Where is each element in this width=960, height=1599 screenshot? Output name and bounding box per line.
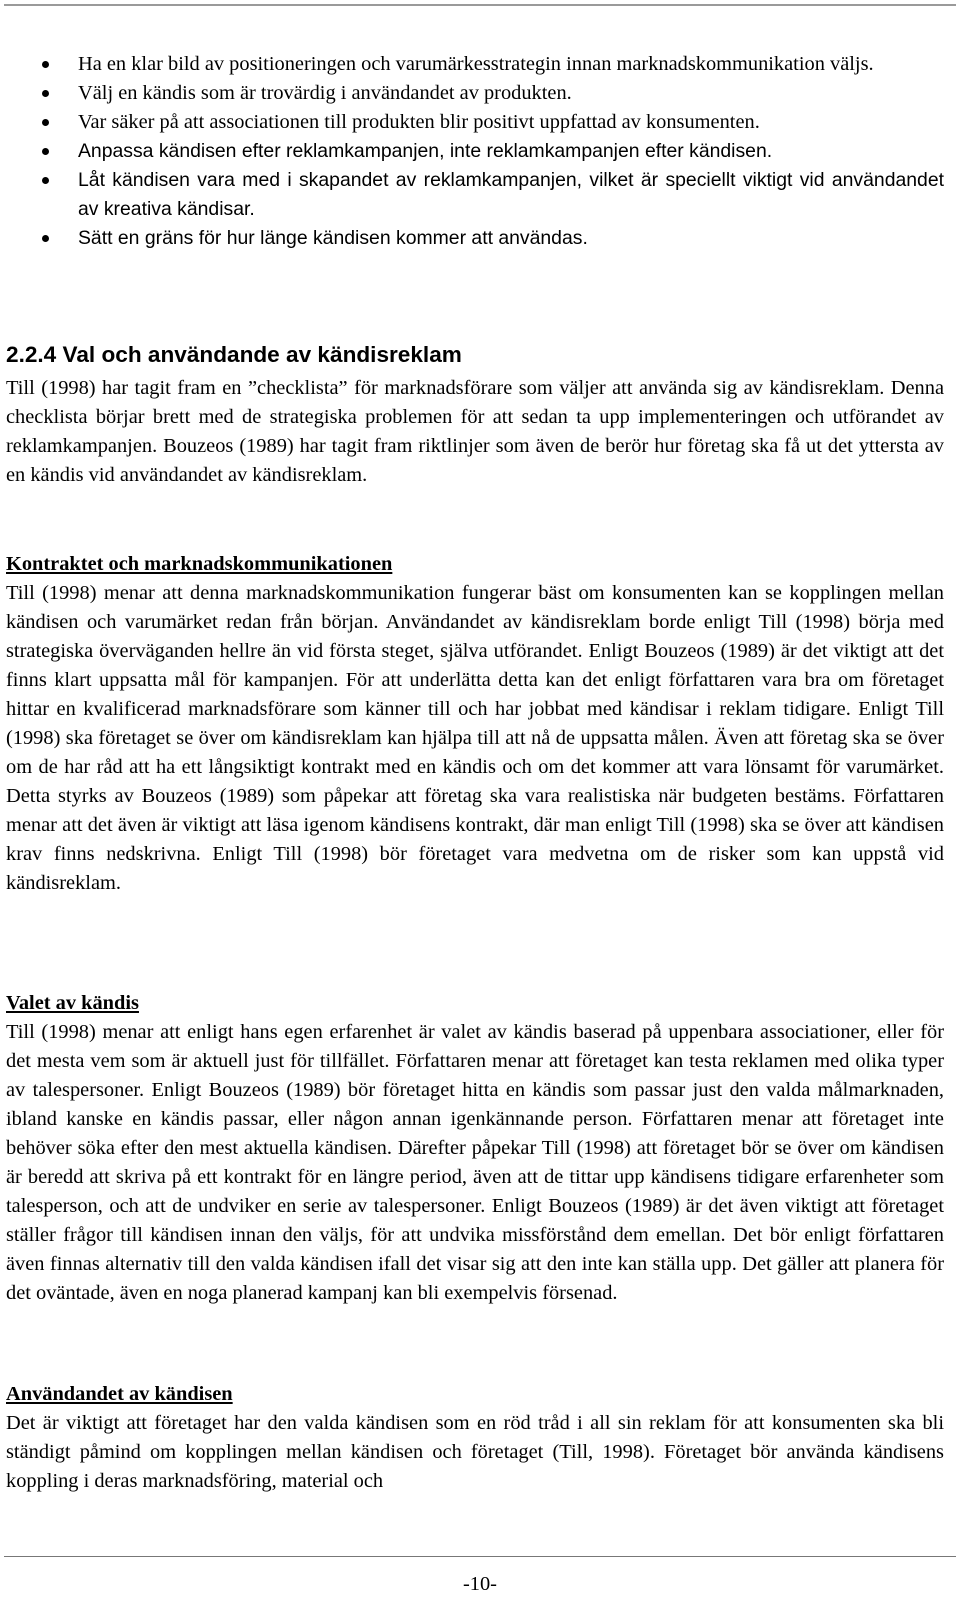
subsection-paragraph: Till (1998) menar att denna marknadskommunikation fungerar bäst om konsumenten kan se kopplingen mellan kändisen och varumärket redan från början. Användandet av kändisreklam borde enligt Till (1998) börja med strategiska överväganden hellre än vid första steget, själva utförandet. Enligt Bouzeos (1989) är det viktigt att det finns klart uppsatta mål för kampanjen. För att underlätta detta kan det enligt författaren vara bra om företaget hittar en kvalificerad marknadsförare som känner till och har jobbat med kändisar i reklam tidigare. Enligt Till (1998) ska företaget se över om kändisreklam kan hjälpa till att nå de uppsatta målen. Även att företag ska se över om de har råd att ha ett långsiktigt kontrakt med en kändis och om det kommer att vara lönsamt för varumärket. Detta styrks av Bouzeos (1989) som påpekar att företag ska vara realistiska när budgeten bestäms. Författaren menar att det även är viktigt att läsa igenom kändisens kontrakt, där man enligt Till (1998) ska se över att kändisen krav finns nedskrivna. Enligt Till (1998) bör företaget vara medvetna om de risker som kan uppstå vid kändisreklam. [6,582,944,894]
bullet-icon [42,119,49,126]
subsection-title: Användandet av kändisen [6,1383,233,1405]
list-item: Anpassa kändisen efter reklamkampanjen, inte reklamkampanjen efter kändisen. [0,137,944,166]
subsection-title: Kontraktet och marknadskommunikationen [6,553,393,575]
bullet-icon [42,61,49,68]
subsection-title: Valet av kändis [6,992,139,1014]
list-item: Sätt en gräns för hur länge kändisen kommer att användas. [0,224,944,253]
list-item: Ha en klar bild av positioneringen och varumärkesstrategin innan marknadskommunikation väljs. [0,50,944,79]
bullet-icon [42,90,49,97]
intro-paragraph: Till (1998) har tagit fram en ”checklista” för marknadsförare som väljer att använda sig av kändisreklam. Denna checklista börjar brett med de strategiska problemen för att sedan ta upp implementeringen och utförandet av reklamkampanjen. Bouzeos (1989) har tagit fram riktlinjer som även de berör hur företag ska få ut det yttersta av en kändis vid användandet av kändisreklam. [6,377,944,486]
section-heading: 2.2.4 Val och användande av kändisreklam [6,342,462,367]
bullet-list [0,50,944,253]
list-item: Var säker på att associationen till produkten blir positivt uppfattad av konsumenten. [0,108,944,137]
page-number: -10- [463,1573,497,1595]
subsection-paragraph: Till (1998) menar att enligt hans egen erfarenhet är valet av kändis baserad på uppenbara associationer, eller för det mesta vem som är aktuell just för tillfället. Författaren menar att företaget kan testa reklamen med olika typer av talespersoner. Enligt Bouzeos (1989) bör företaget hitta en kändis som passar just den valda målmarknaden, ibland kanske en kändis passar, eller någon annan igenkännande person. Författaren menar att företaget inte behöver söka efter den mest aktuella kändisen. Därefter påpekar Till (1998) att företaget bör se över om kändisen är beredd att skriva på ett kontrakt för en längre period, även att de tittar upp kändisens tidigare erfarenheter som talesperson, och att de undviker en serie av talespersoner. Enligt Bouzeos (1989) är det även viktigt att företaget ställer frågor till kändisen innan den väljs, för att undvika missförstånd dem emellan. Det bör enligt författaren även finnas alternativ till den valda kändisen ifall det visar sig att den inte kan ställa upp. Det gäller att planera för det oväntade, även en noga planerad kampanj kan bli exempelvis försenad. [6,1021,944,1304]
bullet-icon [42,148,49,155]
list-item: Låt kändisen vara med i skapandet av reklamkampanjen, vilket är speciellt viktigt vid användandet av kreativa kändisar. [0,166,944,224]
list-item: Välj en kändis som är trovärdig i användandet av produkten. [0,79,944,108]
bullet-icon [42,235,49,242]
top-rule [4,4,956,6]
bullet-icon [42,177,49,184]
footer-rule [4,1556,956,1557]
subsection-paragraph: Det är viktigt att företaget har den valda kändisen som en röd tråd i all sin reklam för att konsumenten ska bli ständigt påmind om kopplingen mellan kändisen och företaget (Till, 1998). Företaget bör använda kändisens koppling i deras marknadsföring, material och [6,1412,944,1492]
